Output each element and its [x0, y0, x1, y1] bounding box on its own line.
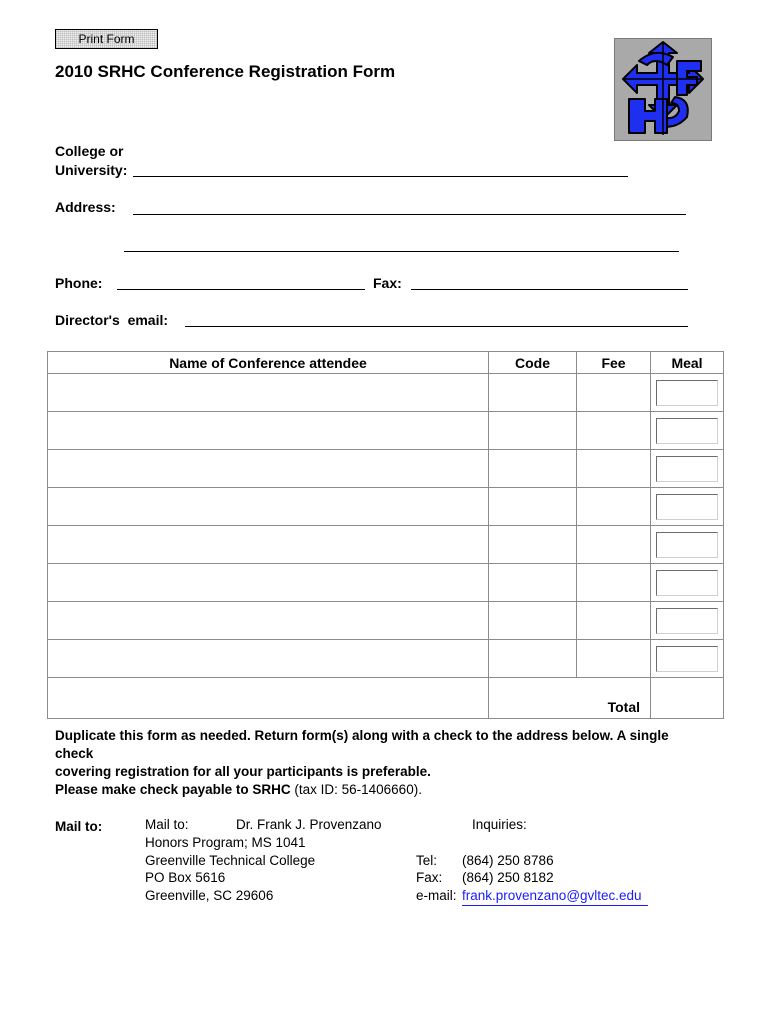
- header-attendee-name: Name of Conference attendee: [48, 352, 489, 374]
- fee-cell[interactable]: [577, 374, 651, 412]
- attendee-name-cell[interactable]: [48, 564, 489, 602]
- fee-cell[interactable]: [577, 450, 651, 488]
- code-cell[interactable]: [489, 564, 577, 602]
- total-value-cell[interactable]: [651, 678, 724, 719]
- table-row: [48, 374, 724, 412]
- address-line-2: Greenville Technical College: [145, 853, 316, 868]
- srhc-logo-icon: [614, 38, 712, 141]
- meal-cell: [651, 488, 724, 526]
- college-field[interactable]: [134, 156, 628, 178]
- total-spacer: [48, 678, 489, 719]
- contact-name: Dr. Frank J. Provenzano: [236, 817, 382, 832]
- instruction-line-1: Duplicate this form as needed. Return form(s) along with a check to the address below. A single: [55, 728, 669, 743]
- fee-cell[interactable]: [577, 602, 651, 640]
- attendee-name-cell[interactable]: [48, 450, 489, 488]
- payable-to: Please make check payable to SRHC: [55, 782, 291, 797]
- tax-id: (tax ID: 56-1406660).: [290, 782, 422, 797]
- meal-cell: [651, 412, 724, 450]
- university-label: University:: [55, 162, 128, 178]
- attendee-name-cell[interactable]: [48, 412, 489, 450]
- director-email-label: Director's email:: [55, 312, 169, 328]
- instructions: [55, 727, 735, 799]
- meal-input[interactable]: [656, 418, 718, 444]
- table-row: [48, 526, 724, 564]
- attendee-name-cell[interactable]: [48, 488, 489, 526]
- table-row: [48, 564, 724, 602]
- meal-input[interactable]: [656, 380, 718, 406]
- print-form-button[interactable]: Print Form: [55, 29, 158, 49]
- form-title: 2010 SRHC Conference Registration Form: [55, 62, 396, 81]
- header-fee: Fee: [577, 352, 651, 374]
- code-cell[interactable]: [489, 374, 577, 412]
- fee-cell[interactable]: [577, 640, 651, 678]
- attendee-name-cell[interactable]: [48, 602, 489, 640]
- instruction-line-3: covering registration for all your participants is preferable.: [55, 764, 431, 779]
- code-cell[interactable]: [489, 602, 577, 640]
- address-line-1: Honors Program; MS 1041: [145, 835, 306, 850]
- meal-cell: [651, 640, 724, 678]
- director-email-field[interactable]: [186, 305, 688, 327]
- code-cell[interactable]: [489, 450, 577, 488]
- table-header-row: [48, 352, 724, 374]
- table-row: [48, 602, 724, 640]
- phone-field[interactable]: [118, 268, 366, 290]
- email-contact-label: e-mail:: [416, 888, 457, 903]
- meal-cell: [651, 526, 724, 564]
- table-row: [48, 412, 724, 450]
- meal-input[interactable]: [656, 532, 718, 558]
- fax-field[interactable]: [412, 268, 689, 290]
- email-link[interactable]: frank.provenzano@gvltec.edu: [462, 887, 648, 906]
- tel-label: Tel:: [416, 853, 438, 868]
- inquiries-heading: Inquiries:: [472, 817, 527, 832]
- tel-value: (864) 250 8786: [462, 853, 554, 868]
- code-cell[interactable]: [489, 526, 577, 564]
- fax-label: Fax:: [373, 275, 402, 291]
- mail-to-label: Mail to:: [55, 819, 103, 834]
- fee-cell[interactable]: [577, 526, 651, 564]
- meal-cell: [651, 564, 724, 602]
- attendee-name-cell[interactable]: [48, 640, 489, 678]
- fee-cell[interactable]: [577, 564, 651, 602]
- table-row: [48, 640, 724, 678]
- meal-input[interactable]: [656, 494, 718, 520]
- table-row: [48, 450, 724, 488]
- address-field-1[interactable]: [134, 193, 686, 215]
- fee-cell[interactable]: [577, 488, 651, 526]
- address-field-2[interactable]: [125, 230, 679, 252]
- attendee-table: [47, 351, 724, 719]
- code-cell[interactable]: [489, 412, 577, 450]
- address-label: Address:: [55, 199, 116, 215]
- college-label: College or: [55, 143, 124, 159]
- meal-cell: [651, 450, 724, 488]
- code-cell[interactable]: [489, 488, 577, 526]
- srhc-logo-graphic: [615, 39, 711, 140]
- mail-to-heading: Mail to:: [145, 817, 189, 832]
- attendee-name-cell[interactable]: [48, 526, 489, 564]
- fax-contact-value: (864) 250 8182: [462, 870, 554, 885]
- code-cell[interactable]: [489, 640, 577, 678]
- meal-cell: [651, 602, 724, 640]
- meal-input[interactable]: [656, 456, 718, 482]
- fee-cell[interactable]: [577, 412, 651, 450]
- instruction-line-2: check: [55, 746, 94, 761]
- meal-input[interactable]: [656, 646, 718, 672]
- total-row: [48, 678, 724, 719]
- address-line-4: Greenville, SC 29606: [145, 888, 274, 903]
- meal-input[interactable]: [656, 608, 718, 634]
- meal-cell: [651, 374, 724, 412]
- header-meal: Meal: [651, 352, 724, 374]
- total-label: Total: [489, 678, 651, 719]
- fax-contact-label: Fax:: [416, 870, 443, 885]
- attendee-name-cell[interactable]: [48, 374, 489, 412]
- table-row: [48, 488, 724, 526]
- address-line-3: PO Box 5616: [145, 870, 226, 885]
- header-code: Code: [489, 352, 577, 374]
- meal-input[interactable]: [656, 570, 718, 596]
- phone-label: Phone:: [55, 275, 103, 291]
